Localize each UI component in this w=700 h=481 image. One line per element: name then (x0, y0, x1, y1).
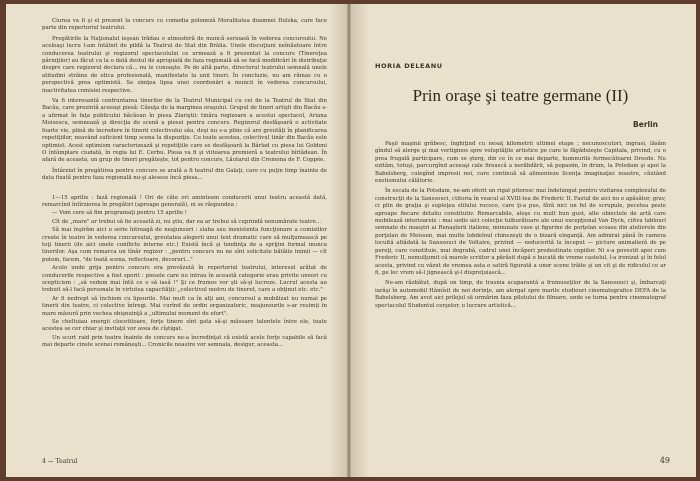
section-heading: Berlin (633, 120, 658, 129)
paragraph: Întârziat în pregătirea pentru concurs se arată a fi teatrul din Galaţi, care cu puţin timp înainte de data fixată pentru faza regională nu-şi alesese încă piesa... (42, 167, 327, 182)
paragraph: Cît de „mare" ar trebui să fie această zi, nu ştiu, dar ea ar trebui să cuprindă nenumărate teatre... (52, 218, 321, 225)
article-body (375, 141, 666, 310)
paragraph: Un scurt raid prin teatre înainte de concurs ne-a încredinţat că există acele forţe capabile să facă mai departe cinste scenei româneşti... Cronicile noastre vor semnala, desigur, aceasta... (42, 334, 327, 349)
paragraph: Să mai înşirăm aici o serie întreagă de neajunsuri : slaba sau inexistenta funcţionare a comisiilor create în teatre în vederea concursului, greutatea alegerii unui text dramatic care să mulţumească pe toţi tinerii (de aici unele conflicte interne etc.) Există încă şi tendinţa de a sprijini formal munca tinerilor. Aşa cum remarca un tînăr regizor : „pentru concurs nu ne sînt solicitate bătăile inimii — cît putem, facem, "de toată scena, reflectoare, decoruri..." (42, 227, 327, 263)
left-article-dialogue (42, 195, 327, 350)
paragraph: În escala de la Potsdam, ne-am oferit un rigat pitoresc mai îndelungat pentru vizitarea complexului de construcţii de la Sanssouci, ctitoria în veacul al XVIII-lea de Frederic II. Fastul de aici nu e apăsător, grav, ci plin de graţia şi supleţea stilului rococo, care ţi-a pus, fără nici un fel de scrupule, pecetea peste aproape fiecare detaliu constitutiv. Remarcabile, aleşe cu mult bun gust, alte obiectele de artă care mobilează interioarele : mai sedis aici colecţie tulburătoare ale unui excepţional Van Dyck, ciitva tablouri semnate de maeştri ai Renaşterii italiene, minunate vase şi figurine de porţelan scoase din atelierele din porţelan de Meissen, mai multe lobdeloul chinezeşti de o bizară eleganţă. Am admirat până în camera locuită altădată la Sanssouci de Voltaire, privind — neducerită la început — picture animalieră de pe pereţi, care constituie, mai degrabă, cadrul unei încăperi predestinate copiilor. Ni s-a povestit apoi cum Frederic II, nemulţumit că marele scriitor a părăsit după o bucată de vreme castelul, l-a ironizat şi în felul acesta, privind cu văzut de vremea asta o satiră figurată a unor scene trăite şi un cit şi de ridicolul ce ar fi, pe loc vrem să-l jignească şi-l dispreţuiască... (375, 188, 666, 276)
paragraph: 1—15 aprilie : fază regională ! Ori de câte ori aminteam conducerii unui teatru această dată, remarcînd întîrzierea în pregătiri (aproape generală), ni se răspundea : (42, 194, 327, 208)
paragraph: — Vom cere să fim programaţi pentru 15 aprilie ! (52, 210, 187, 217)
paragraph: Ar fi nedrept să închiem cu lipsurile. Mai mult ca în alţi ani, concursul a mobilizat nu numai pe tinerii din teatre, ci colective întregi. Mai curînd de ordin organizatoric, neajunsurile s-ar resimţi în mare măsură prin vechea obişnuinţă a „ultimului moment de efort". (42, 295, 327, 317)
paragraph: Acolo unde grija pentru concurs era prevăzută în repertoriul teatrului, interesul arătat de conducerile respective a fost sporit : piesele care nu intrau în această categorie erau privite uneori cu scepticism : „să vedem mai întîi ce o să iasă !" Şi ce frumos vor şti să-şi lucreze. Lucrul acesta au trebuit să-l facă personale în virtutea capacităţii: „colectivul nostru de tineret, care a obţinut etc. etc." (42, 265, 327, 294)
left-page (6, 4, 347, 477)
page-number-left: 4 — Teatrul (42, 458, 78, 465)
paragraph: Pregătirile la Naţionalul ieşean trădau o atmosferă de muncă serioasă în vederea concursului. Ne aceleaşi lucru l-am întâlnit de pildă la Teatrul de Stat din Brăila. Unele discuţiuni neînăutoare între conducerea teatrului şi regizorul spectacolului ce urmează a fi prezentat la concurs (Tinereţea părinţilor) au făcut ca la o dată destul de apropiată de faza regională să se facă modificări în distribuţie despre care regizorul declara că... nu le cunoaşte. Pe de altă parte, directorul teatrului semnală unele atitudini străine de etica profesională, manifestate la unii tineri. În concluzie, nu am rămas cu o perspectivă prea optimistă. Se simţea lipsa unei coordonări a muncii în vederea concursului, inactivitatea comisiei respective. (42, 35, 327, 94)
paragraph: Se cheltuiau energii clocotitoare, forţe tinere sînt gata să-şi măsoare talentele între ele, toate acestea se cer chiar şi invitaţii vor avea de cîştigat. (42, 319, 327, 333)
paragraph: Va fi interesantă confruntarea tinerilor de la Teatrul Municipal cu cei de la Teatrul de Stat din Bacău, care prezintă aceeaşi piesă: Căsuţa de la marginea oraşului. Grupul de tineri artişti din Bacău s-a afirmat în faţa publicului băcăoan în piesa Ziariştii: tinăra regizoare a acestui spectacol, Ariana Moisescu, semnează şi direcţia de scenă a piesei pentru concurs. Regizorul desfăşoară o activitate foarte vie, plină de încredere în tinerii colectivului său, deşi nu s-a plins că are greutăţi în planificarea repetiţiilor, neavând suficient timp scena la dispoziţie. Cu toate acestea, colectivul tinăr din Bacău este optimist. Acest optimism caracterizează şi repetiţiile care se desfăşoară la Bârlad cu piesa lui Goldoni O întâmplare ciudată, în regia lui E. Cerbu. Piesa va fi şi viitoarea premieră a teatrului bîrlădean. În afară de aceasta, un grup de tineri pregăteşte, tot pentru concurs, Lăutarul din Cremona de F. Coppée. (42, 98, 327, 164)
article-author: HORIA DELEANU (375, 62, 443, 70)
left-article-continuation (42, 18, 327, 183)
page-number-right: 49 (659, 456, 670, 465)
page-shadow (351, 4, 369, 477)
paragraph: Ne-am răzbătut, după un timp, de trasnia acaparantă a frumuseţilor de la Sanssouci şi, îmbarcaţi iarăşi în automobil Hămîsit de noi dorinţe, am alergat spre marile studiouri cinematografice DEFA de la Babelsberg. Am avut aici prilejul să urmărim faza pilotului de filmare, unde se turna pentru cinematograf spectacolul Studentul cerşetor, o lucrare artistică... (375, 280, 666, 309)
page-shadow (329, 4, 347, 477)
paragraph: Ciurea va fi şi el prezent la concurs cu comedia poloneză Moralitatea doamnei Dulska, care face parte din repertoriul teatrului. (42, 18, 327, 32)
open-book (6, 4, 696, 477)
paragraph: Paşii maşinii grăbesc, înghiţind cu nesaţ kilometrii ultimei etape ; necunoscutori, ingrasi, lăsăm gîndul să alerge şi mai vertiginos spre voluptăţile artistice pe care le făgăduieşte Capitala, privind, cu o prea frugală participare, cum se şterg, din ce în ce mai departe, humnurile fermecătoarei Dresde. Nu ezităm, totuşi, parcurgînd aceeaşi cale firească a nerăbdării, să popasim, în drum, la Potsdam şi apoi la Babelsberg, culegînd impresii noi, care continuă să alimenteze licenţa imaginaţiei noastre, căutând exotismului călătorie. (375, 141, 666, 185)
right-page (351, 4, 696, 477)
article-title: Prin oraşe şi teatre germane (II) (412, 86, 629, 105)
